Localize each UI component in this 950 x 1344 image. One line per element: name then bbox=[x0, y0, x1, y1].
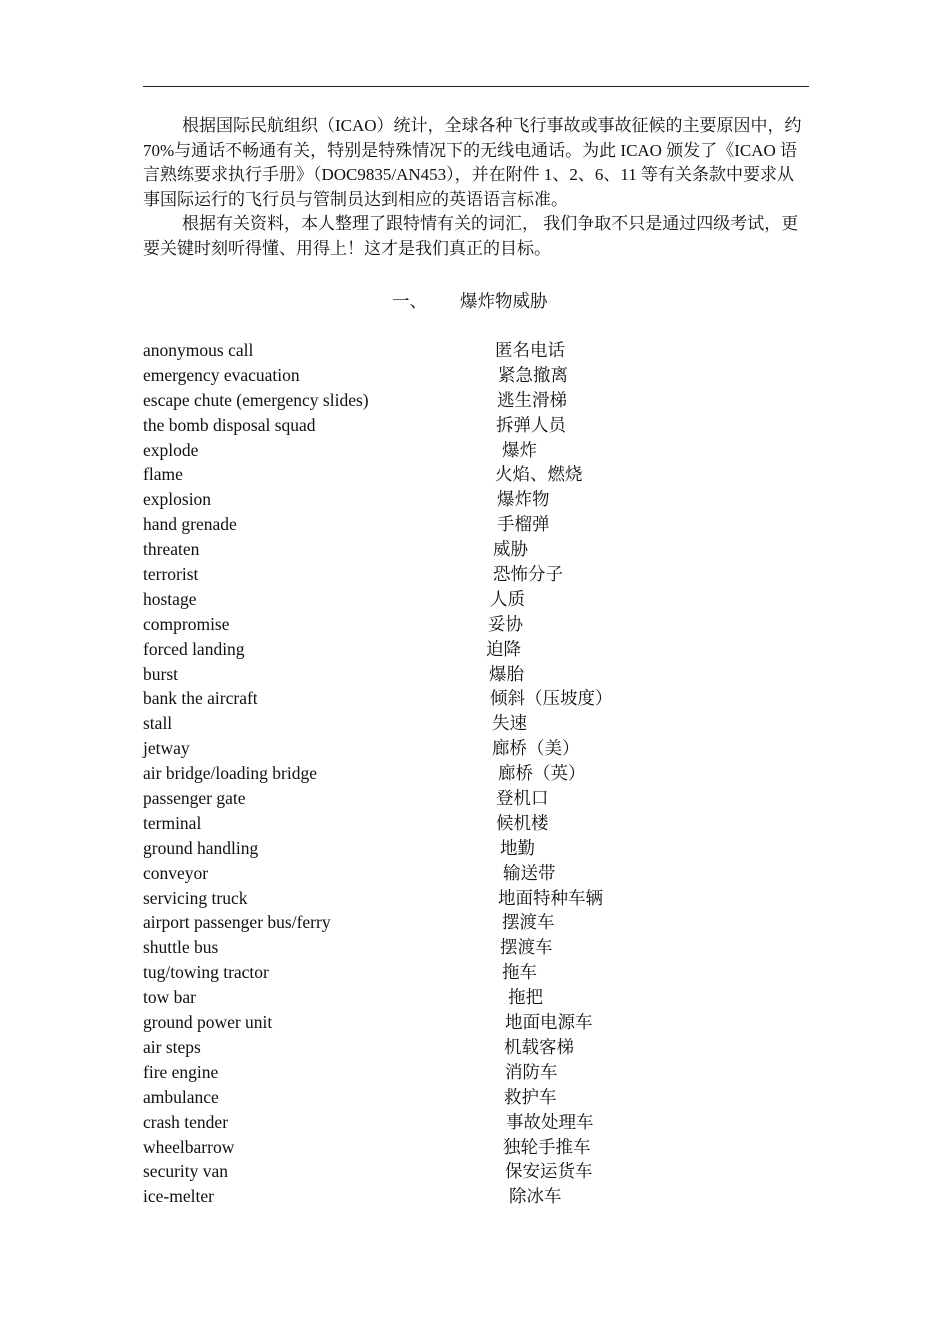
vocab-row bbox=[143, 836, 843, 861]
english-term: ambulance bbox=[143, 1086, 219, 1107]
english-term: terminal bbox=[143, 812, 202, 833]
english-term: bank the aircraft bbox=[143, 688, 258, 709]
vocab-row bbox=[143, 537, 843, 562]
english-term: hand grenade bbox=[143, 514, 237, 535]
vocab-row bbox=[143, 612, 843, 637]
english-term: anonymous call bbox=[143, 340, 254, 360]
vocab-row bbox=[143, 1060, 843, 1085]
chinese-term: 威胁 bbox=[493, 539, 528, 560]
vocab-row bbox=[143, 811, 843, 836]
chinese-term: 火焰、燃烧 bbox=[495, 464, 583, 485]
vocab-row bbox=[143, 960, 843, 985]
vocab-row bbox=[143, 512, 843, 537]
english-term: tug/towing tractor bbox=[143, 962, 269, 983]
vocab-row bbox=[143, 935, 843, 960]
english-term: servicing truck bbox=[143, 887, 248, 908]
chinese-term: 机载客梯 bbox=[504, 1036, 574, 1057]
chinese-term: 爆炸 bbox=[502, 439, 537, 460]
chinese-term: 廊桥（英） bbox=[498, 763, 586, 784]
vocab-row bbox=[143, 861, 843, 886]
english-term: explosion bbox=[143, 489, 212, 510]
chinese-term: 地勤 bbox=[500, 837, 535, 858]
chinese-term: 拆弹人员 bbox=[496, 414, 566, 435]
chinese-term: 倾斜（压坡度） bbox=[490, 688, 613, 709]
intro-text bbox=[143, 114, 803, 261]
vocab-row bbox=[143, 637, 843, 662]
english-term: wheelbarrow bbox=[143, 1136, 235, 1157]
vocab-row bbox=[143, 1035, 843, 1060]
chinese-term: 救护车 bbox=[504, 1086, 557, 1107]
section-heading bbox=[0, 288, 950, 314]
english-term: security van bbox=[143, 1161, 229, 1182]
chinese-term: 保安运货车 bbox=[505, 1161, 593, 1182]
english-term: ground power unit bbox=[143, 1012, 273, 1033]
vocab-row bbox=[143, 1184, 843, 1209]
chinese-term: 爆炸物 bbox=[497, 489, 550, 510]
vocab-row bbox=[143, 1110, 843, 1135]
vocab-row bbox=[143, 587, 843, 612]
english-term: fire engine bbox=[143, 1061, 219, 1082]
english-term: air steps bbox=[143, 1036, 201, 1057]
vocab-row bbox=[143, 338, 843, 363]
chinese-term: 廊桥（美） bbox=[492, 738, 580, 759]
vocab-row bbox=[143, 487, 843, 512]
chinese-term: 紧急撤离 bbox=[498, 364, 568, 385]
chinese-term: 摆渡车 bbox=[500, 937, 553, 958]
vocab-row bbox=[143, 438, 843, 463]
english-term: flame bbox=[143, 464, 183, 485]
chinese-term: 登机口 bbox=[496, 788, 549, 809]
english-term: threaten bbox=[143, 539, 200, 560]
chinese-term: 独轮手推车 bbox=[503, 1136, 591, 1157]
english-term: air bridge/loading bridge bbox=[143, 763, 317, 784]
intro-paragraph-1: 根据国际民航组织（ICAO）统计，全球各种飞行事故或事故征候的主要原因中，约 70%与通话不畅通有关，特别是特殊情况下的无线电通话。为此 ICAO 颁发了《ICAO 语言熟练要求执行手册》（DOC9835/AN453），并在附件 1、2、6、11 等有关条款中要求从事国际运行的飞行员与管制员达到相应的英语语言标准。 bbox=[143, 116, 802, 209]
section-title: 爆炸物威胁 bbox=[460, 291, 548, 311]
chinese-term: 妥协 bbox=[488, 613, 523, 634]
english-term: airport passenger bus/ferry bbox=[143, 912, 331, 933]
english-term: ground handling bbox=[143, 837, 259, 858]
english-term: emergency evacuation bbox=[143, 364, 300, 385]
english-term: the bomb disposal squad bbox=[143, 414, 316, 435]
vocab-row bbox=[143, 1135, 843, 1160]
english-term: explode bbox=[143, 439, 199, 460]
english-term: terrorist bbox=[143, 564, 199, 585]
chinese-term: 人质 bbox=[490, 588, 525, 609]
chinese-term: 恐怖分子 bbox=[493, 564, 563, 585]
chinese-term: 爆胎 bbox=[489, 663, 524, 684]
vocab-row bbox=[143, 686, 843, 711]
vocab-row bbox=[143, 761, 843, 786]
english-term: compromise bbox=[143, 613, 230, 634]
english-term: ice-melter bbox=[143, 1186, 214, 1207]
section-number: 一、 bbox=[392, 291, 427, 311]
chinese-term: 消防车 bbox=[505, 1061, 558, 1082]
chinese-term: 除冰车 bbox=[509, 1186, 562, 1207]
vocab-row bbox=[143, 985, 843, 1010]
vocab-row bbox=[143, 662, 843, 687]
chinese-term: 手榴弹 bbox=[497, 514, 550, 535]
english-term: hostage bbox=[143, 588, 197, 609]
english-term: escape chute (emergency slides) bbox=[143, 389, 369, 410]
vocab-row bbox=[143, 1159, 843, 1184]
chinese-term: 事故处理车 bbox=[506, 1111, 594, 1132]
vocab-row bbox=[143, 711, 843, 736]
english-term: passenger gate bbox=[143, 788, 246, 809]
english-term: forced landing bbox=[143, 638, 245, 659]
chinese-term: 匿名电话 bbox=[495, 340, 565, 360]
vocab-row bbox=[143, 886, 843, 911]
english-term: burst bbox=[143, 663, 178, 684]
chinese-term: 逃生滑梯 bbox=[497, 389, 567, 410]
chinese-term: 地面电源车 bbox=[505, 1012, 593, 1033]
chinese-term: 拖把 bbox=[508, 987, 543, 1008]
vocab-row bbox=[143, 910, 843, 935]
chinese-term: 输送带 bbox=[503, 862, 556, 883]
english-term: stall bbox=[143, 713, 173, 734]
chinese-term: 候机楼 bbox=[496, 812, 549, 833]
intro-paragraph-2: 根据有关资料，本人整理了跟特情有关的词汇， 我们争取不只是通过四级考试，更要关键时刻听得懂、用得上！这才是我们真正的目标。 bbox=[143, 214, 799, 258]
vocabulary-list bbox=[143, 338, 843, 1209]
vocab-row bbox=[143, 388, 843, 413]
chinese-term: 失速 bbox=[492, 713, 527, 734]
chinese-term: 拖车 bbox=[502, 962, 537, 983]
english-term: shuttle bus bbox=[143, 937, 219, 958]
vocab-row bbox=[143, 1085, 843, 1110]
chinese-term: 摆渡车 bbox=[502, 912, 555, 933]
vocab-row bbox=[143, 786, 843, 811]
vocab-row bbox=[143, 462, 843, 487]
english-term: crash tender bbox=[143, 1111, 229, 1132]
chinese-term: 地面特种车辆 bbox=[498, 887, 603, 908]
vocab-row bbox=[143, 1010, 843, 1035]
chinese-term: 迫降 bbox=[486, 638, 521, 659]
english-term: conveyor bbox=[143, 862, 209, 883]
vocab-row bbox=[143, 363, 843, 388]
header-rule bbox=[143, 86, 809, 87]
vocab-row bbox=[143, 413, 843, 438]
vocab-row bbox=[143, 562, 843, 587]
vocab-row bbox=[143, 736, 843, 761]
english-term: tow bar bbox=[143, 987, 196, 1008]
english-term: jetway bbox=[143, 738, 190, 759]
